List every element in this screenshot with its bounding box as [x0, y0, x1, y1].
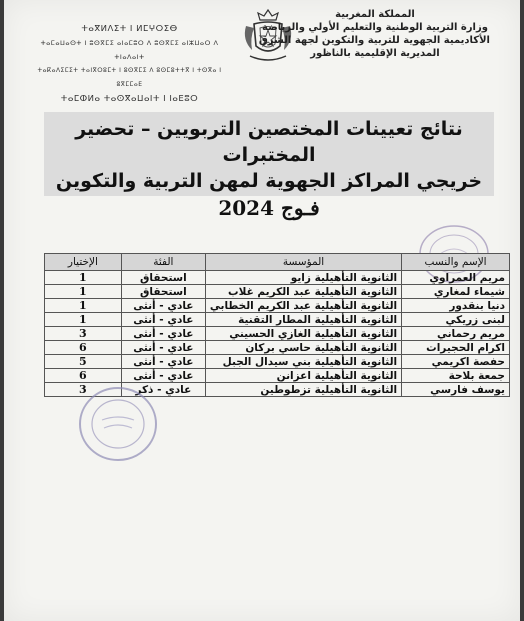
- category-cell: عادي - أنثى: [121, 355, 205, 369]
- header-line: المملكة المغربية: [335, 9, 415, 20]
- document-title: [44, 112, 494, 220]
- header-line: المديرية الإقليمية بالناظور: [310, 48, 440, 59]
- header-line: الأكاديمية الجهوية للتربية والتكوين لجهة الشرق: [258, 35, 490, 46]
- institution-cell: الثانوية التأهيلية الغازي الحسيني: [205, 327, 401, 341]
- tifinagh-line: ⵜⴰⵎⵀⵍⴰ ⵜⴰⵙⴳⴰⵡⴰⵏⵜ ⵏ ⵏⴰⴹⵓⵔ: [60, 94, 199, 104]
- choice-cell: 1: [45, 285, 122, 299]
- title-line: نتائج تعيينات المختصين التربويين – تحضير المختبرات: [75, 118, 463, 166]
- tifinagh-line: ⵜⴰⴽⴰⴷⵉⵎⵉⵜ ⵜⴰⵏⴳⵔⵓⵎⵜ ⵏ ⵓⵙⴳⵎⵉ ⴷ ⵓⵙⵎⵓⵜⵜⴳ ⵏ ⵜⵙⴳⴰ ⵏ ⵓⴳⵎⵎⴰⴹ: [37, 67, 222, 88]
- table-row: [45, 327, 510, 341]
- tifinagh-header: [32, 22, 227, 106]
- document-page: [4, 0, 520, 621]
- table-row: [45, 355, 510, 369]
- choice-cell: 5: [45, 355, 122, 369]
- category-cell: عادي - أنثى: [121, 369, 205, 383]
- category-cell: عادي - ذكر: [121, 383, 205, 397]
- table-row: [45, 299, 510, 313]
- name-cell: لبنى زريكي: [402, 313, 510, 327]
- name-cell: جمعة بلاحة: [402, 369, 510, 383]
- choice-cell: 3: [45, 383, 122, 397]
- name-cell: مريم رحماني: [402, 327, 510, 341]
- institution-cell: الثانوية التأهيلية عبد الكريم الخطابي: [205, 299, 401, 313]
- name-cell: مريم العمراوي: [402, 271, 510, 285]
- category-cell: استحقاق: [121, 285, 205, 299]
- institution-cell: الثانوية التأهيلية عبد الكريم غلاب: [205, 285, 401, 299]
- name-cell: اكرام الحجيرات: [402, 341, 510, 355]
- institution-cell: الثانوية التأهيلية تزطوطين: [205, 383, 401, 397]
- table-header-row: [45, 254, 510, 271]
- category-cell: عادي - أنثى: [121, 327, 205, 341]
- title-line: خريجي المراكز الجهوية لمهن التربية والتكوين: [55, 170, 483, 192]
- choice-cell: 6: [45, 341, 122, 355]
- institution-cell: الثانوية التأهيلية زايو: [205, 271, 401, 285]
- institution-cell: الثانوية التأهيلية بني سيدال الجبل: [205, 355, 401, 369]
- tifinagh-line: ⵜⴰⴳⵍⴷⵉⵜ ⵏ ⵍⵎⵖⵔⵉⴱ: [81, 24, 178, 34]
- institution-cell: الثانوية التأهيلية اعزانن: [205, 369, 401, 383]
- cohort-label: فـوج 2024: [218, 196, 320, 220]
- table-row: [45, 369, 510, 383]
- name-cell: حفصة اكريمي: [402, 355, 510, 369]
- tifinagh-line: ⵜⴰⵎⴰⵡⴰⵙⵜ ⵏ ⵓⵙⴳⵎⵉ ⴰⵏⴰⵎⵓⵔ ⴷ ⵓⵙⴳⵎⵉ ⴰⵏⵣⵡⴰⵔ ⴷ ⵜⵏⴰⴷⴰⵏⵜ: [40, 39, 219, 61]
- category-cell: عادي - أنثى: [121, 341, 205, 355]
- column-header-choice: الإختيار: [45, 254, 122, 271]
- category-cell: استحقاق: [121, 271, 205, 285]
- name-cell: دنيا بنقدور: [402, 299, 510, 313]
- category-cell: عادي - أنثى: [121, 313, 205, 327]
- table-row: [45, 341, 510, 355]
- choice-cell: 1: [45, 313, 122, 327]
- column-header-institution: المؤسسة: [205, 254, 401, 271]
- column-header-name: الإسم والنسب: [402, 254, 510, 271]
- table-row: [45, 285, 510, 299]
- choice-cell: 1: [45, 299, 122, 313]
- table-row: [45, 271, 510, 285]
- name-cell: يوسف فارسي: [402, 383, 510, 397]
- institution-cell: الثانوية التأهيلية حاسي بركان: [205, 341, 401, 355]
- header-line: وزارة التربية الوطنية والتعليم الأولي والرياضة: [262, 22, 488, 33]
- name-cell: شيماء لمغاري: [402, 285, 510, 299]
- institution-cell: الثانوية التأهيلية المطار التقنية: [205, 313, 401, 327]
- table-row: [45, 313, 510, 327]
- choice-cell: 1: [45, 271, 122, 285]
- choice-cell: 3: [45, 327, 122, 341]
- arabic-header: [260, 8, 490, 60]
- category-cell: عادي - أنثى: [121, 299, 205, 313]
- column-header-category: الفئة: [121, 254, 205, 271]
- official-stamp-bottom: [76, 384, 160, 464]
- choice-cell: 6: [45, 369, 122, 383]
- results-table: [44, 253, 510, 397]
